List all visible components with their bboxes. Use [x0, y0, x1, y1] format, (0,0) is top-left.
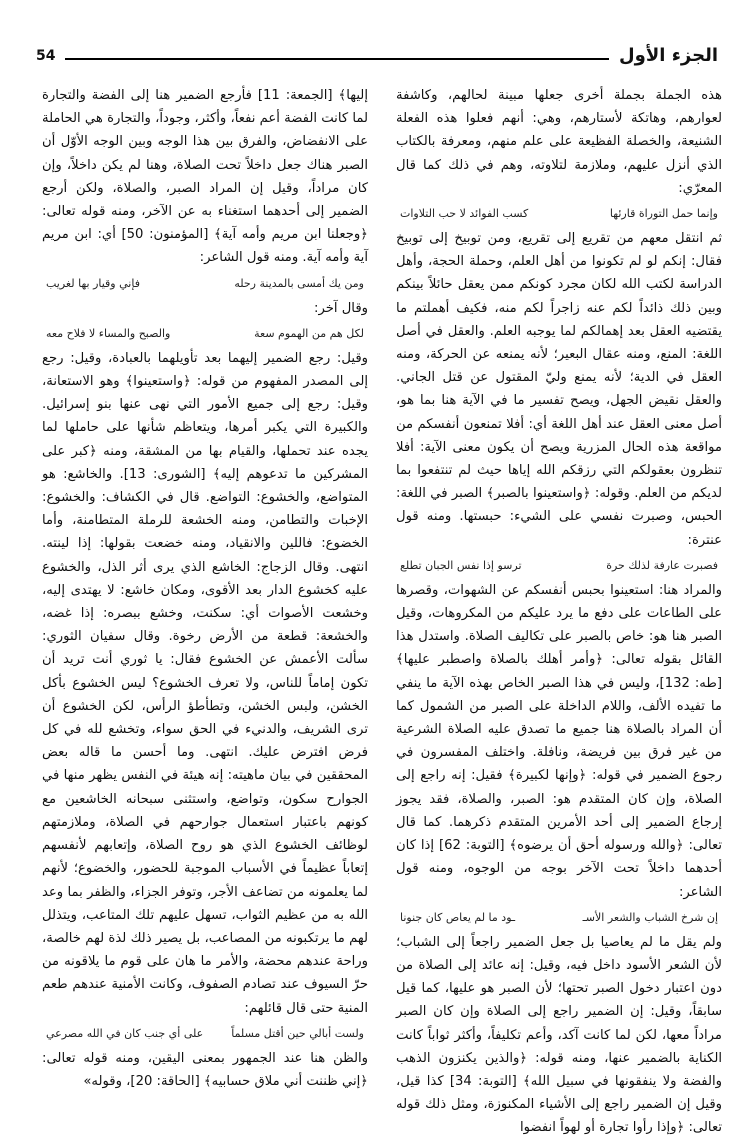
- poetry-verse: [42, 1020, 368, 1047]
- paragraph: هذه الجملة بجملة أخرى جعلها مبينة لحالهم، وكاشفة لعوارهم، وهاتكة لأستارهم، وهي: أنهم فعلوا هذه الفعلة الشنيعة، والخصلة الفظيعة على علم منهم، ومعرفة بالكتاب الذي أنزل عليهم، وملازمة لتلاوته، وهم في ذلك كما قال المعرّي:: [396, 88, 722, 196]
- paragraph: ثم انتقل معهم من تقريع إلى تقريع، ومن توبيخ إلى توبيخ فقال: إنكم لو لم تكونوا من أهل العلم، وحملة الحجة، وأهل الدراسة لكتب الله لكان مجرد كونكم ممن يعقل حائلاً بينكم وبين ذلك ذائداً لكم عنه زاجراً لكم منه، فكيف أهملتم ما يقتضيه العقل بعد إهمالكم لما يوجبه العلم. والعقل في أصل اللغة: المنع، ومنه عقال البعير؛ لأنه يمنعه عن الحركة، ومنه العقل في الدية؛ لأنه يمنع وليّ المقتول عن قتل الجاني. والعقل نقيض الجهل، ويصح تفسير ما في الآية هنا بما هو، أصل معنى العقل عند أهل اللغة أي: أفلا تمنعون أنفسكم من مواقعة هذه الحال المزرية ويصح أن يكون معنى الآية: أفلا تنظرون بعقولكم التي رزقكم الله إياها حيث لم تنتفعوا بما لديكم من العلم. وقوله: ﴿واستعينوا بالصبر﴾ الصبر في اللغة: الحبس، وصبرت نفسي على الشيء: حبستها. ومنه قول عنترة:: [396, 231, 722, 548]
- verse-first-half: إن شرخ الشباب والشعر الأسـ: [582, 910, 718, 924]
- paragraph: والظن هنا عند الجمهور بمعنى اليقين، ومنه قوله تعالى: ﴿إني ظننت أني ملاق حسابيه﴾ [الحاقة: 20]، وقوله»: [42, 1050, 368, 1089]
- verse-second-half: ترسو إذا نفس الجبان تطلع: [400, 558, 522, 572]
- verse-first-half: ولست أبالي حين أقتل مسلماً: [231, 1026, 364, 1040]
- verse-second-half: والصبح والمساء لا فلاح معه: [46, 326, 171, 340]
- verse-second-half: فإني وقيار بها لغريب: [46, 276, 140, 290]
- verse-first-half: لكل هم من الهموم سعة: [254, 326, 364, 340]
- paragraph: وقال آخر:: [314, 300, 368, 316]
- header-rule: [65, 58, 609, 60]
- verse-first-half: ومن يك أمسى بالمدينة رحله: [234, 276, 364, 290]
- verse-second-half: ـود ما لم يعاص كان جنونا: [400, 910, 516, 924]
- page-number: 54: [36, 48, 56, 64]
- paragraph: وقيل: رجع الضمير إليهما بعد تأويلهما بالعبادة، وقيل: رجع إلى المصدر المفهوم من قوله: ﴿واستعينوا﴾ وهو الاستعانة، وقيل: رجع إلى جميع الأمور التي نهى عنها بنو إسرائيل. والكبيرة التي يكبر أمرها، ويتعاظم شأنها على حاملها لما يجده عند تحملها، والقيام بها من المشقة، ومنه ﴿كبر على المشركين ما تدعوهم إليه﴾ [الشورى: 13]. والخاشع: هو المتواضع، والخشوع: التواضع. قال في الكشاف: والخشوع: الإخبات والتطامن، ومنه الخشعة للرملة المتطامنة، وأما الخضوع: فاللين والانقياد، ومنه خضعت بقولها: إذا لينته. انتهى. وقال الزجاج: الخاشع الذي يرى أثر الذل، والخشوع عليه كخشوع الدار بعد الأقوى، ومكان خاشع: لا يهتدى إليه، وخشعت الأصوات أي: سكنت، وخشع ببصره: إذا غضه، والخشعة: قطعة من الأرض رخوة. وقال سفيان الثوري: سألت الأعمش عن الخشوع فقال: يا ثوري أنت تريد أن تكون إماماً للناس، ولا تعرف الخشوع؟ ليس الخشوع بأكل الخشن، ولبس الخشن، وتطأطؤ الرأس، لكن الخشوع أن ترى الشريف، والدنيء في الحق سواء، وتخشع لله في كل فرض افترض عليك. انتهى. وما أحسن ما قاله بعض المحققين في بيان ماهيته: إنه هيئة في النفس يظهر منها في الجوارح سكون، وتواضع، واستثنى سبحانه الخاشعين مع كونهم باعتبار استعمال جوارحهم في الصلاة، وملازمتهم لوظائف الخشوع الذي هو روح الصلاة، وإتعابهم لأنفسهم إتعاباً عظيماً في الأسباب الموجبة للحضور، والخضوع؛ لأنهم لما يعلمونه من تضاعف الأجر، وتوفر الجزاء، والظفر بما وعد الله به من عظيم الثواب، تسهل عليهم تلك المتاعب، ويتذلل لهم ما يرتكبونه من المصاعب، بل يصير ذلك لذة لهم خالصة، وراحة عندهم محضة، والأمر ما هان على قوم ما يلاقونه من حرّ السيوف عند تصادم الصفوف، وكانت الأمنية عندهم طعم المنية حتى قال قائلهم:: [42, 350, 368, 1016]
- poetry-verse: [396, 200, 722, 227]
- part-title: الجزء الأول: [619, 45, 718, 66]
- poetry-verse: [396, 904, 722, 931]
- poetry-verse: [42, 270, 368, 297]
- verse-second-half: على أي جنب كان في الله مصرعي: [46, 1026, 204, 1040]
- paragraph: والمراد هنا: استعينوا بحبس أنفسكم عن الشهوات، وقصرها على الطاعات على دفع ما يرد عليكم من المكروهات، وقيل الصبر هنا هو: خاص بالصبر على تكاليف الصلاة. واستدل هذا القائل بقوله تعالى: ﴿وأمر أهلك بالصلاة واصطبر عليها﴾ [طه: 132]، وليس في هذا الصبر الخاص بهذه الآية ما ينفي ما تفيده الألف، واللام الداخلة على الصبر من الشمول كما أن المراد بالصلاة هنا جميع ما تصدق عليه الصلاة الشرعية من غير فرق بين فريضة، ونافلة. واختلف المفسرون في رجوع الضمير في قوله: ﴿وإنها لكبيرة﴾ فقيل: إنه راجع إلى الصلاة، وإن كان المتقدم هو: الصبر، والصلاة، فقد يجوز إرجاع الضمير إلى أحد الأمرين المتقدم ذكرهما. كما قال تعالى: ﴿والله ورسوله أحق أن يرضوه﴾ [التوبة: 62] إذا كان أحدهما داخلاً تحت الآخر بوجه من الوجوه، ومنه قول الشاعر:: [396, 582, 722, 900]
- right-column: [396, 84, 722, 1136]
- page-header: [36, 36, 718, 66]
- verse-first-half: فصبرت عارفة لذلك حرة: [606, 558, 718, 572]
- poetry-verse: [396, 552, 722, 579]
- verse-first-half: وإنما حمل التوراة قارئها: [609, 207, 718, 221]
- paragraph: ولم يقل ما لم يعاصيا بل جعل الضمير راجعاً إلى الشباب؛ لأن الشعر الأسود داخل فيه، وقيل: إنه عائد إلى الصلاة من دون اعتبار دخول الصبر تحتها؛ لأن الصبر هو عليها، كما قيل سابقاً، وقيل: إن الضمير راجع إلى الصلاة وإن كان الصبر مراداً معها، لكن لما كانت آكد، وأعم تكليفاً، وأكثر ثواباً كانت الكناية بالضمير عنها، ومنه قوله: ﴿والذين يكنزون الذهب والفضة ولا ينفقونها في سبيل الله﴾ [التوبة: 34] كذا قيل، وقيل إن الضمير راجع إلى الأشياء المكنوزة، ومثل ذلك قوله تعالى: ﴿وإذا رأوا تجارة أو لهواً انفضوا: [396, 934, 722, 1136]
- left-column: [42, 84, 368, 1104]
- paragraph: إليها﴾ [الجمعة: 11] فأرجع الضمير هنا إلى الفضة والتجارة لما كانت الفضة أعم نفعاً، وأكثر، وجوداً، والتجارة هي الحاملة على الانفضاض، والفرق بين هذا الوجه وبين الوجه الأوّل أن الصبر هناك جعل داخلاً تحت الصلاة، وهنا لم يكن داخلاً، وإن كان مراداً، وقيل إن المراد الصبر، والصلاة، ولكن أرجع الضمير إلى أحدهما استغناء به عن الآخر، ومنه قوله تعالى: ﴿وجعلنا ابن مريم وأمه آية﴾ [المؤمنون: 50] أي: ابن مريم آية وأمه آية. ومنه قول الشاعر:: [42, 88, 368, 266]
- poetry-verse: [42, 320, 368, 347]
- verse-second-half: كسب الفوائد لا حب التلاوات: [400, 207, 529, 221]
